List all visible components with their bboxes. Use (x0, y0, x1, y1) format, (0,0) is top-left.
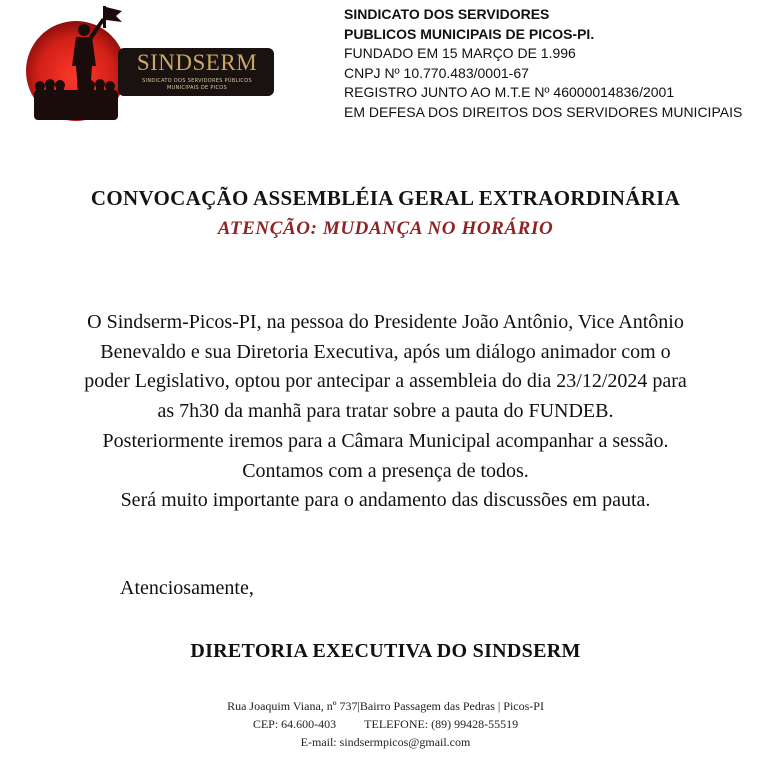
motto: EM DEFESA DOS DIREITOS DOS SERVIDORES MUNICIPAIS (344, 103, 743, 120)
registration-number: REGISTRO JUNTO AO M.T.E Nº 46000014836/2001 (344, 84, 675, 100)
footer-email[interactable]: E-mail: sindsermpicos@gmail.com (300, 735, 471, 749)
body-line: Benevaldo e sua Diretoria Executiva, após um diálogo animador com o (100, 340, 671, 363)
logo-subtitle-line1: SINDICATO DOS SERVIDORES PÚBLICOS (142, 78, 252, 84)
cnpj-number: CNPJ Nº 10.770.483/0001-67 (344, 64, 529, 81)
logo-subtitle-line2: MUNICIPAIS DE PICOS (167, 85, 227, 91)
announcement-body (10, 308, 761, 516)
body-line: Contamos com a presença de todos. (242, 459, 529, 482)
body-line: as 7h30 da manhã para tratar sobre a pauta do FUNDEB. (157, 400, 614, 423)
body-line: Será muito importante para o andamento das discussões em pauta. (120, 489, 651, 512)
footer-address: Rua Joaquim Viana, nº 737|Bairro Passagem das Pedras | Picos-PI (227, 699, 544, 713)
footer-cep: CEP: 64.600-403 (252, 717, 337, 731)
signature-block: DIRETORIA EXECUTIVA DO SINDSERM (190, 640, 581, 662)
document-title: CONVOCAÇÃO ASSEMBLÉIA GERAL EXTRAORDINÁRIA (90, 186, 681, 210)
attention-subtitle: ATENÇÃO: MUDANÇA NO HORÁRIO (217, 218, 554, 239)
letterhead-info (344, 4, 764, 122)
logo-wordmark: SINDSERM (136, 50, 258, 75)
footer-cep-phone (0, 715, 771, 733)
sindserm-logo (26, 4, 258, 124)
footer-contact (0, 697, 771, 751)
footer-phone: TELEFONE: (89) 99428-55519 (364, 717, 519, 731)
body-line: poder Legislativo, optou por antecipar a assembleia do dia 23/12/2024 para (84, 370, 687, 393)
body-line: Posteriormente iremos para a Câmara Municipal acompanhar a sessão. (102, 429, 669, 452)
body-line: O Sindserm-Picos-PI, na pessoa do Presidente João Antônio, Vice Antônio (87, 311, 684, 333)
founded-date: FUNDADO EM 15 MARÇO DE 1.996 (344, 45, 576, 61)
org-name-line1: SINDICATO DOS SERVIDORES (344, 6, 550, 22)
org-name-line2: PUBLICOS MUNICIPAIS DE PICOS-PI. (344, 26, 595, 42)
closing-salutation: Atenciosamente, (120, 577, 254, 599)
